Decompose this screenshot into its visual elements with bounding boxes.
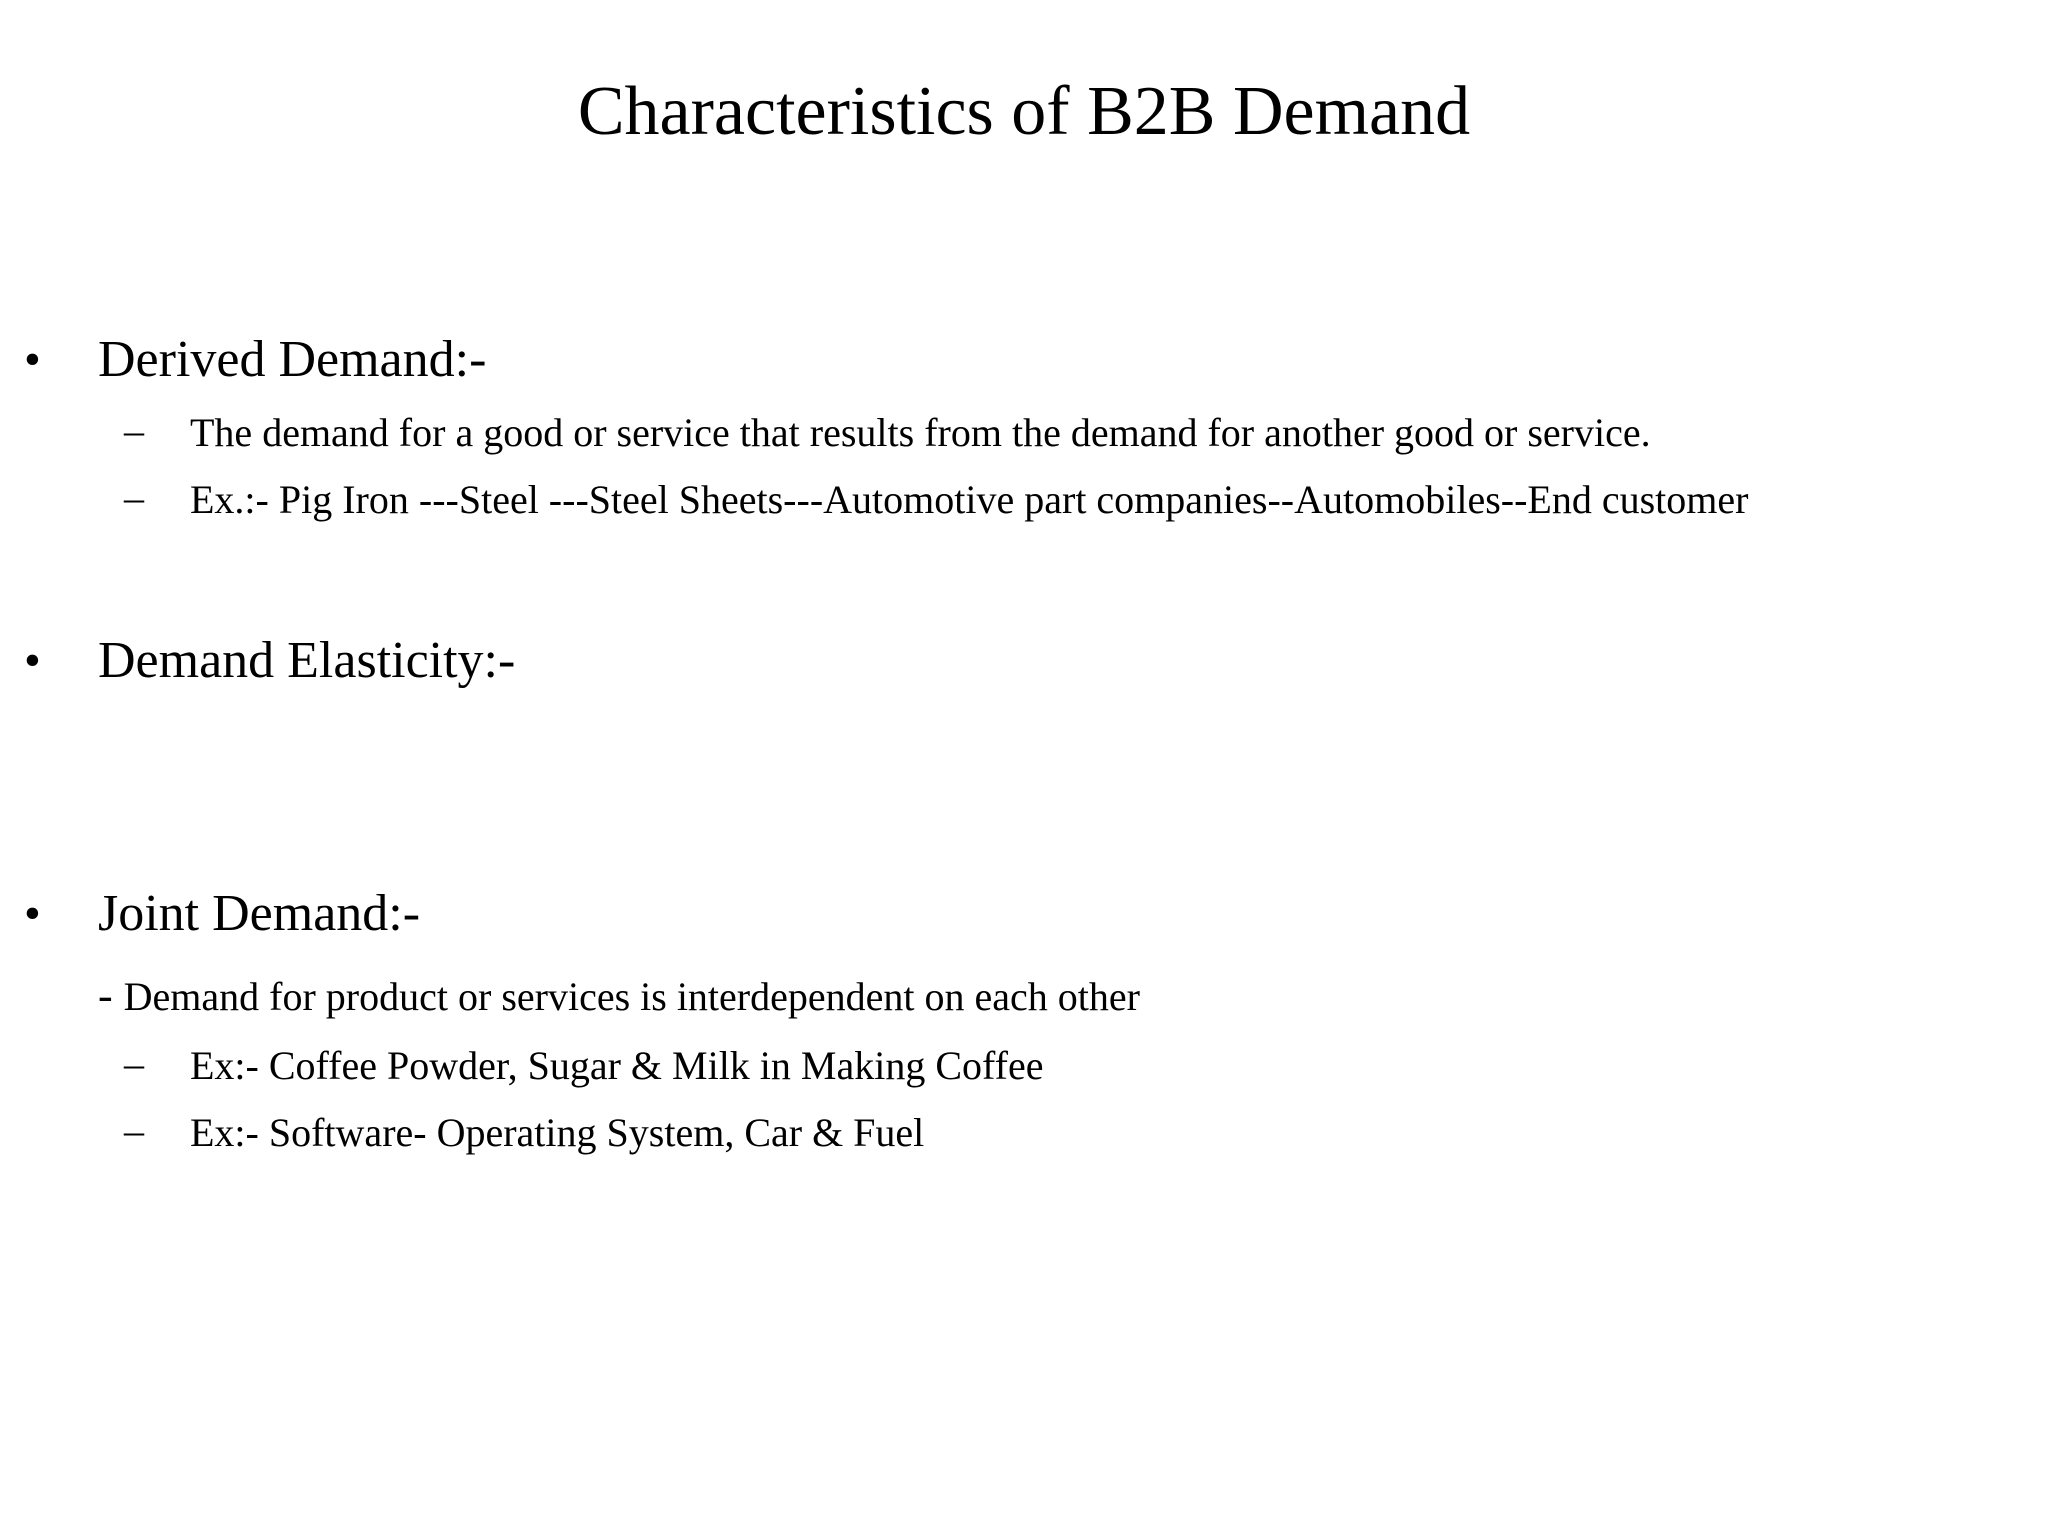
list-item: The demand for a good or service that results from the demand for another good or service. [190,410,1651,455]
dash-icon: – [124,1108,144,1153]
bullet-icon: • [24,634,41,687]
dash-icon: – [124,475,144,520]
slide-title: Characteristics of B2B Demand [577,73,1471,150]
section-heading: Demand Elasticity:- [98,632,516,689]
section-heading: Derived Demand:- [98,331,487,388]
bullet-icon: • [24,333,41,386]
note-dash: - [98,971,124,1020]
note-text: Demand for product or services is interdependent on each other [123,974,1140,1019]
section-heading: Joint Demand:- [98,885,421,942]
dash-icon: – [124,408,144,453]
dash-icon: – [124,1041,144,1086]
list-item: Ex.:- Pig Iron ---Steel ---Steel Sheets---Automotive part companies--Automobiles--End customer [190,477,1749,522]
list-item: Ex:- Coffee Powder, Sugar & Milk in Making Coffee [190,1043,1044,1088]
bullet-icon: • [24,887,41,940]
section-note [98,973,1140,1020]
list-item: Ex:- Software- Operating System, Car & Fuel [190,1110,925,1155]
